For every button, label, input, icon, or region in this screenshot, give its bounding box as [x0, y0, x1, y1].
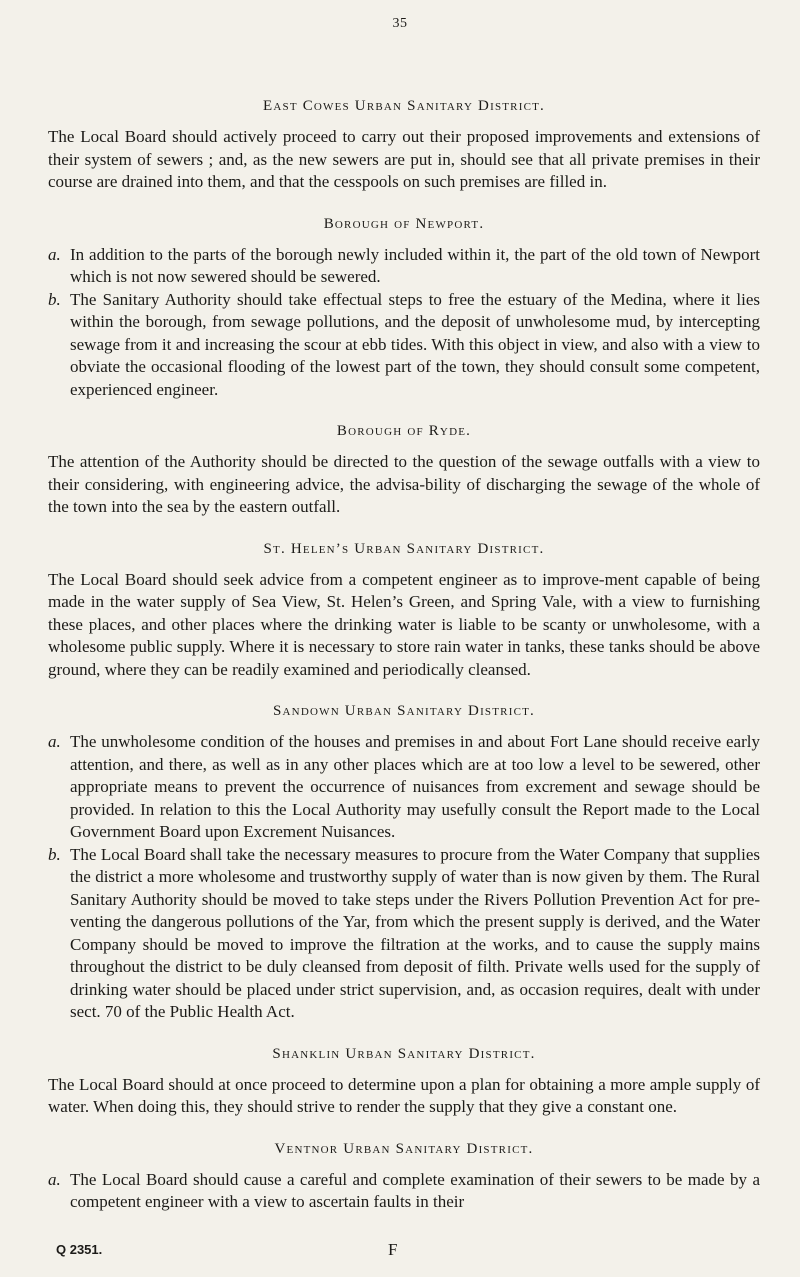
section-heading-ryde: Borough of Ryde.: [336, 423, 472, 439]
item-text: The Local Board should cause a careful and complete examination of their sewers to be made by a competent engineer with a view to ascertain faults in their: [70, 1169, 760, 1211]
item-text: The unwholesome condition of the houses and premises in and about Fort Lane should receive early attention, and there, as well as in any other places which are at too low a level to be sewered, other appropriate means to prevent the occurrence of nuisances from excrement and sewage should be provided. In relation to this the Local Authority may usefully consult the Report made to the Local Government Board upon Excrement Nuisances.: [70, 732, 760, 841]
section-heading-ventnor: Ventnor Urban Sanitary District.: [274, 1140, 534, 1157]
list-item: [48, 1169, 760, 1214]
signature-mark: F: [388, 1240, 398, 1259]
item-marker: a.: [48, 244, 61, 264]
section-heading-st-helens: St. Helen’s Urban Sanitary District.: [263, 540, 545, 557]
list-item: [48, 731, 760, 844]
item-marker: a.: [48, 1169, 61, 1189]
paragraph-ryde: The attention of the Authority should be directed to the question of the sewage outfalls with a view to their considering, with engineering advice, the advisa-bility of discharging the sewage of the whole of the town into the sea by the eastern outfall.: [48, 452, 760, 516]
paragraph-shanklin: The Local Board should at once proceed to determine upon a plan for obtaining a more ample supply of water. When doing this, they should strive to render the supply that they give a constant one.: [48, 1074, 760, 1116]
section-heading-shanklin: Shanklin Urban Sanitary District.: [272, 1045, 536, 1062]
list-item: [48, 844, 760, 1024]
item-text: The Sanitary Authority should take effectual steps to free the estuary of the Medina, where it lies within the borough, from sewage pollutions, and the deposit of unwholesome mud, by intercepting sewage from it and increasing the scour at ebb tides. With this object in view, and also with a view to obviate the occasional flooding of the lowest part of the town, they should consult some competent, experienced engineer.: [70, 289, 760, 399]
page-number: 35: [392, 16, 408, 31]
list-item: [48, 289, 760, 402]
printer-code: Q 2351.: [56, 1242, 103, 1257]
paragraph-st-helens: The Local Board should seek advice from a competent engineer as to improve-ment capable of being made in the water supply of Sea View, St. Helen’s Green, and Spring Vale, with a view to furnishing these places, and other places where the drinking water is liable to be scanty or unwholesome, with a wholesome public supply. Where it is necessary to store rain water in tanks, these tanks should be above ground, where they can be readily examined and periodically cleansed.: [48, 569, 760, 679]
item-marker: b.: [48, 844, 61, 864]
section-heading-sandown: Sandown Urban Sanitary District.: [273, 703, 535, 719]
item-marker: b.: [48, 289, 61, 309]
section-heading-east-cowes: East Cowes Urban Sanitary District.: [263, 98, 545, 114]
page-body: [48, 96, 760, 1214]
page-footer: [48, 1240, 760, 1264]
list-item: [48, 244, 760, 289]
item-marker: a.: [48, 732, 61, 751]
section-heading-newport: Borough of Newport.: [323, 215, 485, 232]
item-text: In addition to the parts of the borough newly included within it, the part of the old town of Newport which is not now sewered should be sewered.: [70, 244, 760, 286]
paragraph-east-cowes: The Local Board should actively proceed to carry out their proposed improvements and extensions of their system of sewers ; and, as the new sewers are put in, should see that all private premises in their course are drained into them, and that the cesspools on such premises are filled in.: [48, 127, 760, 191]
item-text: The Local Board shall take the necessary measures to procure from the Water Company that supplies the district a more wholesome and trustworthy supply of water than is now given by them. The Rural Sanitary Authority should be moved to take steps under the Rivers Pollution Prevention Act for pre-venting the dangerous pollutions of the Yar, from which the present supply is derived, and the Water Company should be moved to improve the filtration at the works, and to cause the supply mains throughout the district to be duly cleansed from deposit of filth. Private wells used for the supply of drinking water should be placed under strict supervision, and, as occasion requires, dealt with under sect. 70 of the Public Health Act.: [70, 844, 760, 1021]
